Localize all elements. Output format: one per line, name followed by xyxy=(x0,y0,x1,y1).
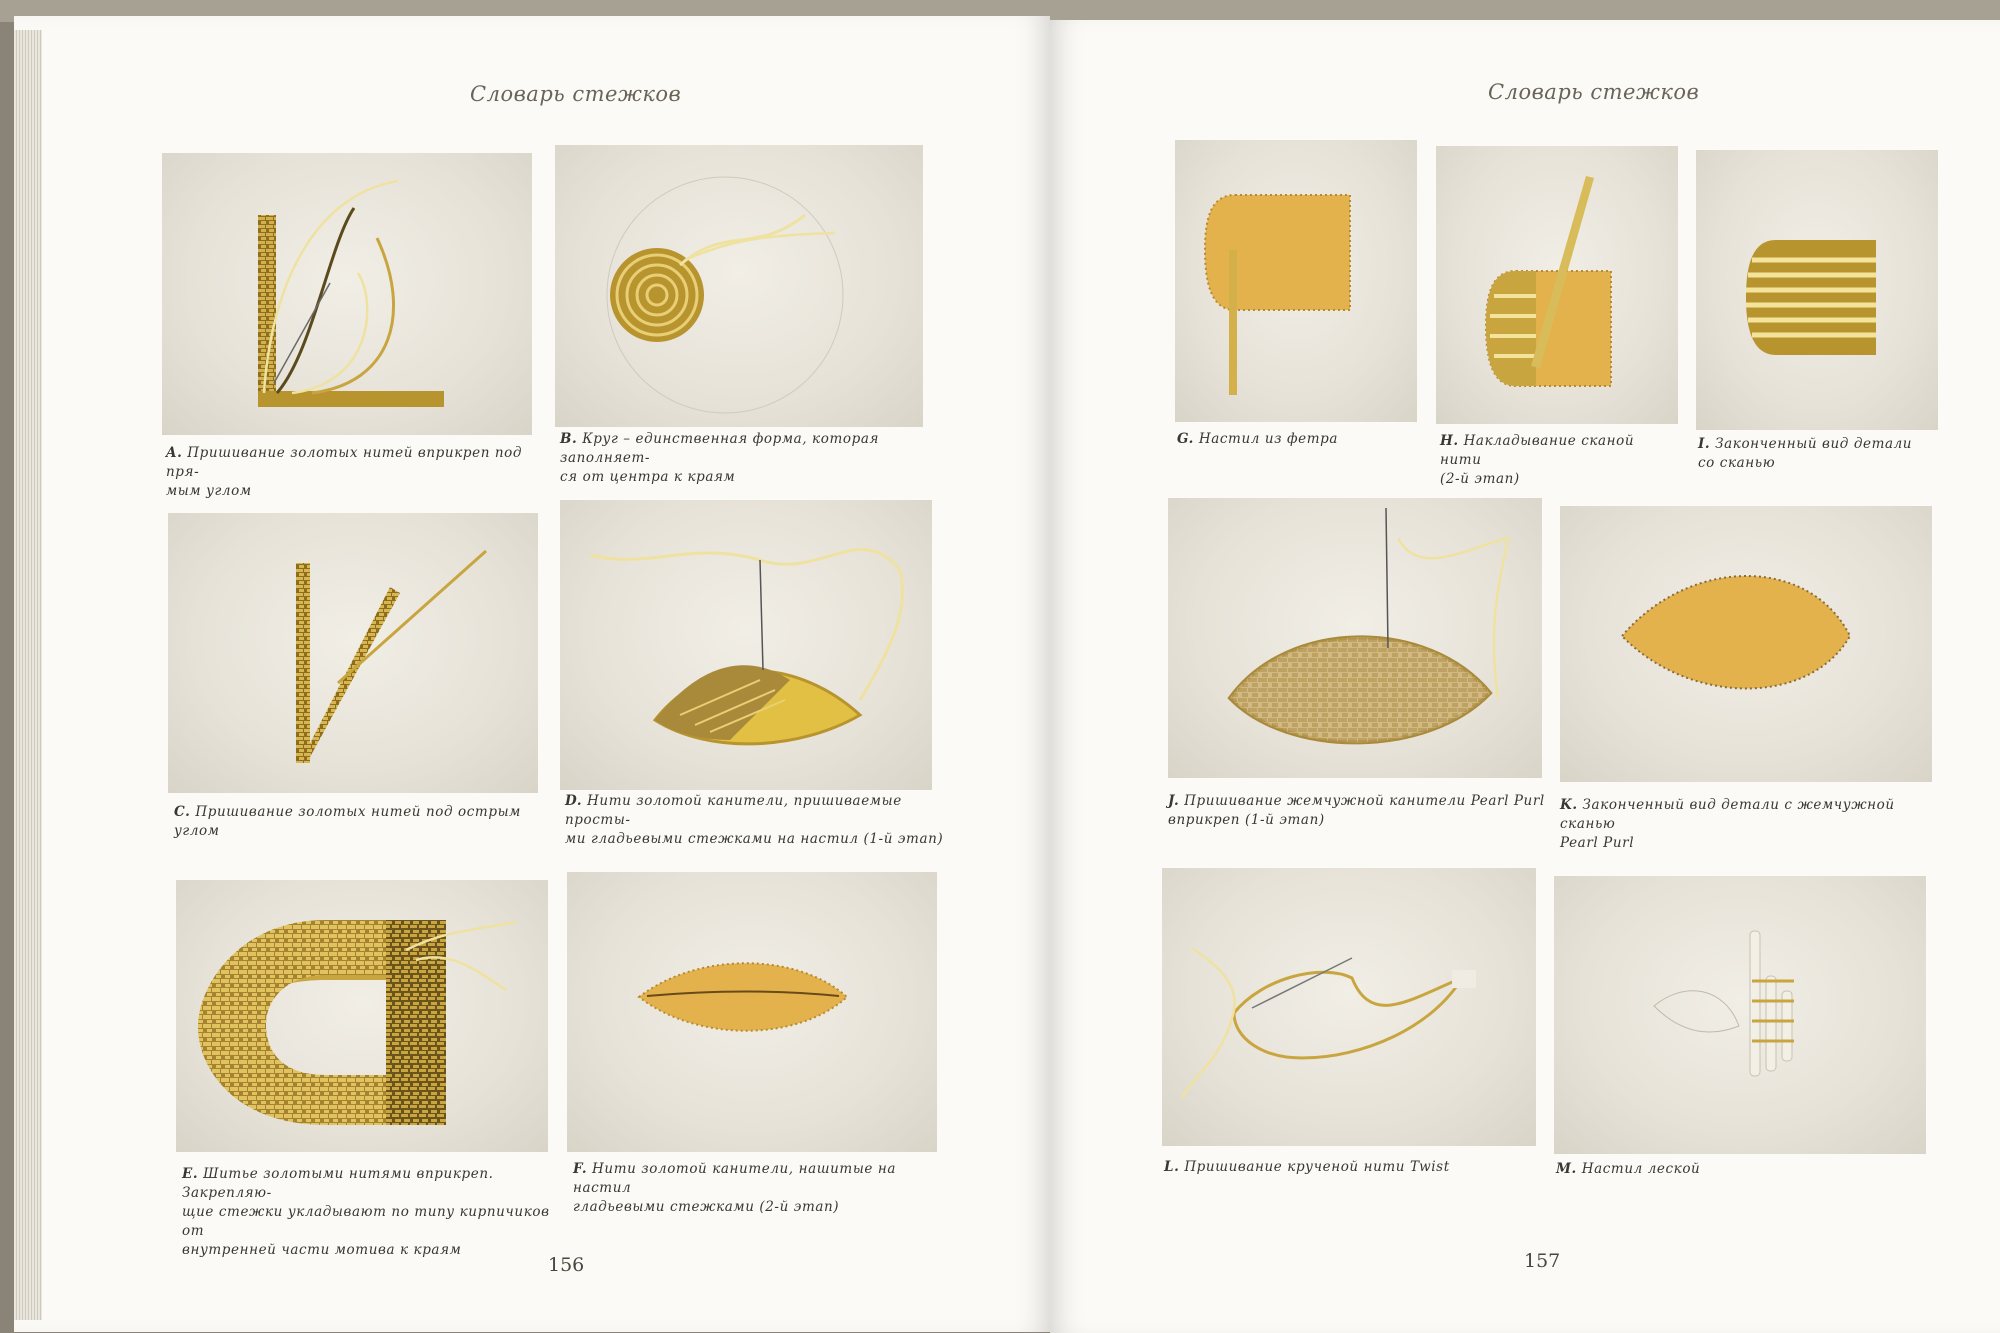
photo-a xyxy=(162,153,532,435)
gold-u-shape-brick-icon xyxy=(176,880,548,1152)
twist-thread-outline-icon xyxy=(1162,868,1536,1146)
right-page-number: 157 xyxy=(1524,1250,1561,1272)
page-stack-edge xyxy=(14,30,42,1320)
caption-c: C. Пришивание золотых нитей под острым углом xyxy=(174,804,521,839)
caption-j: J. Пришивание жемчужной канители Pearl Purl вприкреп (1-й этап) xyxy=(1168,793,1545,828)
photo-k xyxy=(1560,506,1932,782)
check-thread-stage2-icon xyxy=(1436,146,1678,424)
left-page-number: 156 xyxy=(548,1254,585,1276)
caption-h: H. Накладывание сканой нити (2-й этап) xyxy=(1440,433,1635,487)
caption-i: I. Законченный вид детали со сканью xyxy=(1698,436,1913,471)
photo-c xyxy=(168,513,538,793)
caption-k: K. Законченный вид детали с жемчужной сканью Pearl Purl xyxy=(1560,797,1895,851)
finished-check-piece-icon xyxy=(1696,150,1938,430)
gold-threads-right-angle-icon xyxy=(162,153,532,435)
photo-d xyxy=(560,500,932,790)
gold-circle-spiral-icon xyxy=(555,145,923,427)
photo-g xyxy=(1175,140,1417,422)
caption-b: B. Круг – единственная форма, которая заполняет- ся от центра к краям xyxy=(560,431,880,485)
caption-l: L. Пришивание крученой нити Twist xyxy=(1164,1159,1450,1175)
left-running-head: Словарь стежков xyxy=(470,82,682,106)
caption-e: E. Шитье золотыми нитями вприкреп. Закрепляю- щие стежки укладывают по типу кирпичиков от внутренней части мотива к краям xyxy=(182,1166,550,1258)
photo-i xyxy=(1696,150,1938,430)
right-running-head: Словарь стежков xyxy=(1488,80,1700,104)
pearl-purl-leaf-icon xyxy=(1168,498,1542,778)
gold-threads-acute-angle-icon xyxy=(168,513,538,793)
finished-felt-leaf-icon xyxy=(1560,506,1932,782)
photo-b xyxy=(555,145,923,427)
caption-a: A. Пришивание золотых нитей вприкреп под пря- мым углом xyxy=(166,445,523,499)
fishing-line-padding-icon xyxy=(1554,876,1926,1154)
gold-purl-leaf-stage1-icon xyxy=(560,500,932,790)
photo-l xyxy=(1162,868,1536,1146)
photo-f xyxy=(567,872,937,1152)
photo-j xyxy=(1168,498,1542,778)
photo-m xyxy=(1554,876,1926,1154)
caption-d: D. Нити золотой канители, пришиваемые просты- ми гладьевыми стежками на настил (1-й этап) xyxy=(565,793,944,847)
caption-g: G. Настил из фетра xyxy=(1177,431,1339,447)
caption-f: F. Нити золотой канители, нашитые на настил гладьевыми стежками (2-й этап) xyxy=(573,1161,897,1215)
caption-m: M. Настил леской xyxy=(1556,1161,1701,1177)
photo-e xyxy=(176,880,548,1152)
felt-leaf-padding-icon xyxy=(567,872,937,1152)
felt-padding-shape-icon xyxy=(1175,140,1417,422)
photo-h xyxy=(1436,146,1678,424)
